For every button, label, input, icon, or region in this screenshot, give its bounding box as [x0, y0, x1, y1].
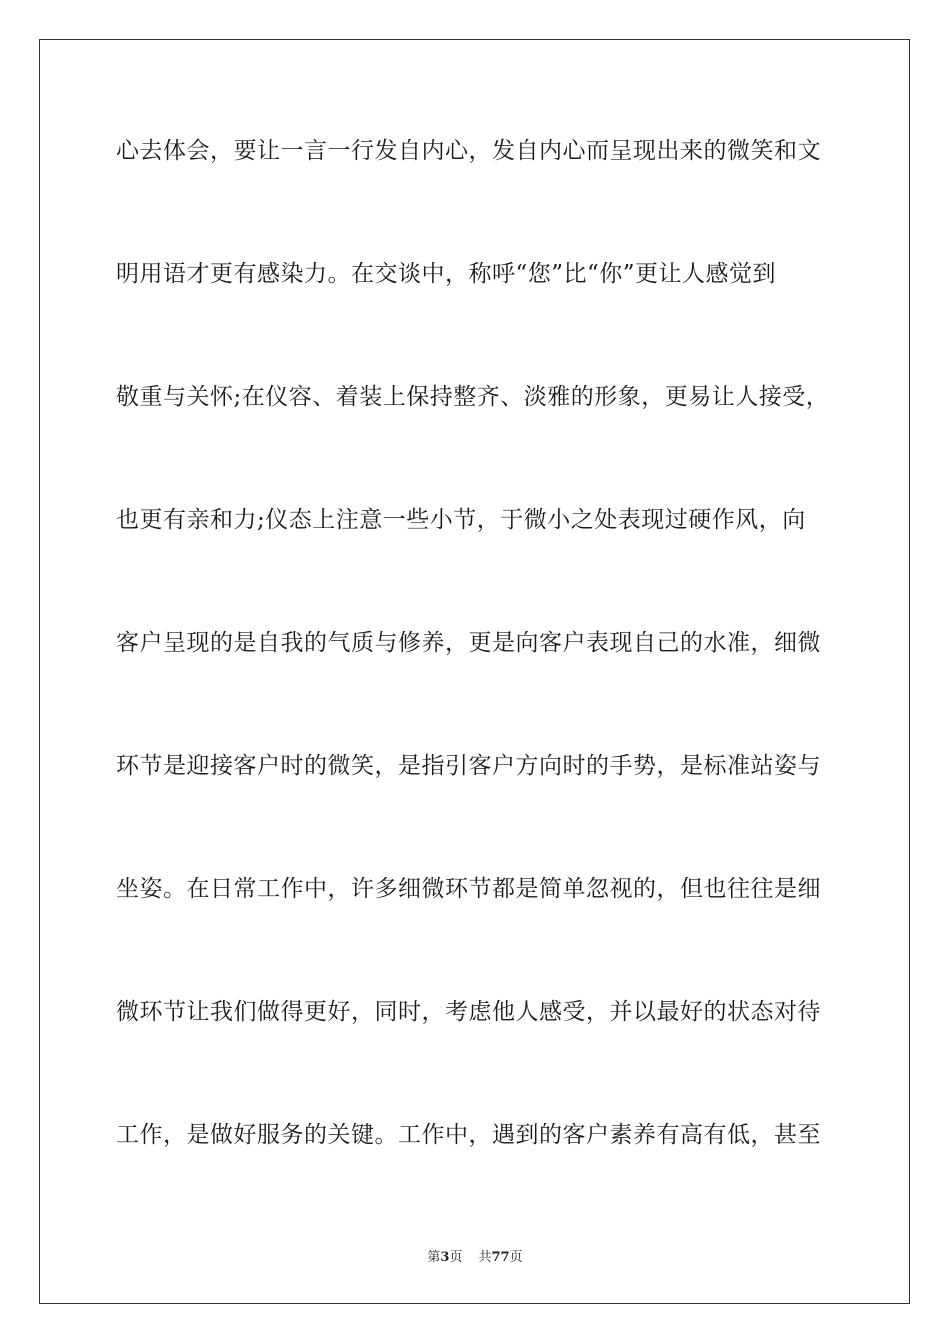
- page-number: 3: [440, 1250, 450, 1265]
- page-prefix: 第: [427, 1250, 441, 1265]
- total-prefix: 共: [478, 1250, 492, 1265]
- total-suffix: 页: [509, 1250, 523, 1265]
- text-line: 明用语才更有感染力。在交谈中，称呼“您”比“你”更让人感觉到: [116, 261, 777, 287]
- text-line: 坐姿。在日常工作中，许多细微环节都是简单忽视的，但也往往是细: [116, 876, 821, 902]
- text-line: 微环节让我们做得更好，同时，考虑他人感受，并以最好的状态对待: [116, 999, 821, 1025]
- total-pages: 77: [491, 1250, 510, 1265]
- text-line: 环节是迎接客户时的微笑，是指引客户方向时的手势，是标准站姿与: [116, 753, 821, 779]
- text-line: 工作，是做好服务的关键。工作中，遇到的客户素养有高有低，甚至: [116, 1122, 821, 1148]
- text-line: 也更有亲和力;仪态上注意一些小节，于微小之处表现过硬作风，向: [116, 507, 806, 533]
- text-line: 客户呈现的是自我的气质与修养，更是向客户表现自己的水准，细微: [116, 630, 821, 656]
- text-line: 心去体会，要让一言一行发自内心，发自内心而呈现出来的微笑和文: [116, 138, 821, 164]
- text-line: 敬重与关怀;在仪容、着装上保持整齐、淡雅的形象，更易让人接受，: [116, 384, 830, 410]
- document-body: [116, 128, 836, 1235]
- page-suffix: 页: [449, 1250, 463, 1265]
- page-footer: [0, 1246, 950, 1265]
